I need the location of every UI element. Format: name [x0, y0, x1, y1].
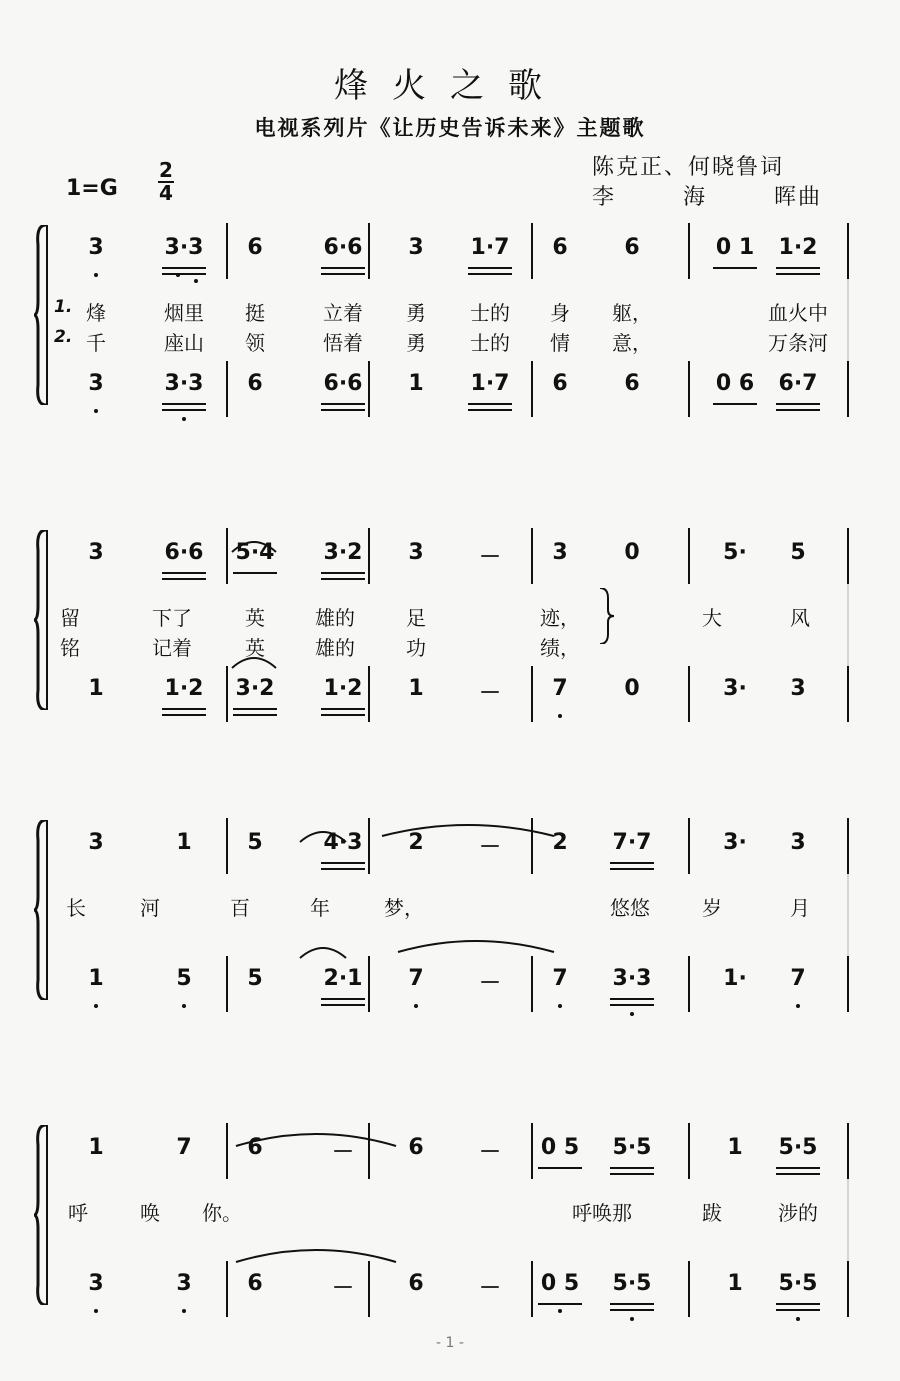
upper-note: 1 — [176, 830, 192, 855]
upper-note: － — [478, 835, 502, 860]
upper-note: 3 — [408, 540, 424, 565]
lyric-syllable: 情 — [550, 331, 570, 355]
lower-note: － — [478, 971, 502, 996]
lyric-syllable: 烟里 — [164, 301, 204, 325]
slur — [300, 832, 346, 842]
lower-note: 7 — [552, 966, 568, 991]
upper-note: 1 — [88, 1135, 104, 1160]
lyricist-credit: 陈克正、何晓鲁词 — [592, 155, 785, 180]
composer-part: 海 — [682, 185, 707, 210]
upper-note: 6·6 — [164, 540, 204, 565]
lower-note: 3·2 — [235, 676, 275, 701]
upper-note: 3· — [723, 830, 747, 855]
verse-number: 2. — [54, 327, 73, 347]
lower-note: 2·1 — [323, 966, 363, 991]
upper-note: 3·3 — [164, 235, 204, 260]
lyric-syllable: 下了 — [152, 606, 192, 630]
lower-note: 1·2 — [164, 676, 204, 701]
lyric-syllable: 立着 — [323, 301, 363, 325]
upper-note: 7·7 — [612, 830, 652, 855]
lower-note: 0 6 — [715, 371, 755, 396]
lyric-syllable: 雄的 — [315, 636, 355, 660]
upper-note: 4·3 — [323, 830, 363, 855]
upper-note: 5·4 — [235, 540, 275, 565]
lyric-syllable: 悟着 — [323, 331, 363, 355]
lower-note: 1· — [723, 966, 747, 991]
lyric-syllable: 身 — [550, 301, 570, 325]
upper-note: 5 — [247, 830, 263, 855]
lower-note: 6·6 — [323, 371, 363, 396]
lyric-syllable: 士的 — [470, 301, 510, 325]
composer-part: 李 — [592, 185, 617, 210]
lyric-syllable: 岁 — [702, 896, 722, 920]
upper-note: － — [478, 545, 502, 570]
page-subtitle: 电视系列片《让历史告诉未来》主题歌 — [254, 116, 646, 140]
lyric-syllable: 意， — [612, 331, 652, 355]
lower-note: 6 — [408, 1271, 424, 1296]
upper-note: 6 — [408, 1135, 424, 1160]
lyric-syllable: 功 — [406, 636, 426, 660]
slur — [232, 542, 276, 552]
tie — [398, 941, 554, 952]
lower-note: 3· — [723, 676, 747, 701]
lyric-syllable: 英 — [245, 606, 265, 630]
upper-note: 6 — [552, 235, 568, 260]
lyric-syllable: 千 — [86, 331, 106, 355]
lower-note: 1 — [88, 966, 104, 991]
lyric-brace — [598, 588, 616, 648]
lyric-syllable: 勇 — [406, 331, 426, 355]
upper-note: 1·2 — [778, 235, 818, 260]
lower-note: 1·2 — [323, 676, 363, 701]
lower-note: 0 — [624, 676, 640, 701]
lower-note: 3 — [176, 1271, 192, 1296]
upper-note: 1·7 — [470, 235, 510, 260]
lyric-syllable: 百 — [230, 896, 250, 920]
lower-note: 6 — [552, 371, 568, 396]
lower-note: 6 — [247, 1271, 263, 1296]
upper-note: 6 — [247, 1135, 263, 1160]
lyric-syllable: 英 — [245, 636, 265, 660]
lyric-syllable: 呼唤那 — [572, 1201, 632, 1225]
upper-note: 3 — [88, 540, 104, 565]
lower-note: 5 — [247, 966, 263, 991]
time-bottom: 4 — [159, 181, 173, 205]
lower-note: 3 — [88, 1271, 104, 1296]
lyric-syllable: 挺 — [245, 301, 265, 325]
lower-note: － — [478, 681, 502, 706]
lyric-syllable: 涉的 — [778, 1201, 818, 1225]
lyric-syllable: 大 — [702, 606, 722, 630]
lower-note: 1 — [408, 676, 424, 701]
lyric-syllable: 迹， — [540, 606, 580, 630]
slur — [300, 948, 346, 958]
lyric-syllable: 领 — [245, 331, 265, 355]
upper-note: 7 — [176, 1135, 192, 1160]
lyric-syllable: 跋 — [702, 1201, 722, 1225]
lower-note: 5·5 — [612, 1271, 652, 1296]
verse-number: 1. — [54, 297, 73, 317]
upper-note: 0 1 — [715, 235, 755, 260]
upper-note: 3 — [552, 540, 568, 565]
upper-note: 5· — [723, 540, 747, 565]
lower-note: 3·3 — [612, 966, 652, 991]
lower-note: 6 — [624, 371, 640, 396]
tie — [382, 825, 554, 836]
lower-note: － — [331, 1276, 355, 1301]
tie — [236, 1134, 396, 1146]
lyric-syllable: 躯， — [612, 301, 652, 325]
lower-note: 7 — [790, 966, 806, 991]
lower-note: 5·5 — [778, 1271, 818, 1296]
upper-note: － — [478, 1140, 502, 1165]
upper-note: 3 — [790, 830, 806, 855]
upper-note: 2 — [552, 830, 568, 855]
upper-note: 6 — [247, 235, 263, 260]
upper-note: 5 — [790, 540, 806, 565]
lyric-syllable: 年 — [310, 896, 330, 920]
upper-note: 1 — [727, 1135, 743, 1160]
lower-note: － — [478, 1276, 502, 1301]
lyric-syllable: 足 — [406, 606, 426, 630]
upper-note: 5·5 — [612, 1135, 652, 1160]
upper-note: 6·6 — [323, 235, 363, 260]
composer-part: 晖曲 — [773, 185, 822, 210]
lower-note: 3 — [88, 371, 104, 396]
lyric-syllable: 烽 — [86, 301, 106, 325]
lyric-syllable: 你。 — [202, 1201, 242, 1225]
lower-note: 1 — [88, 676, 104, 701]
lower-note: 3·3 — [164, 371, 204, 396]
tie — [236, 1250, 396, 1262]
lyric-syllable: 勇 — [406, 301, 426, 325]
lower-note: 1·7 — [470, 371, 510, 396]
lower-note: 1 — [727, 1271, 743, 1296]
lyric-syllable: 铭 — [60, 636, 80, 660]
lyric-syllable: 万条河 — [768, 331, 828, 355]
lyric-syllable: 记着 — [152, 636, 192, 660]
lower-note: 6 — [247, 371, 263, 396]
lower-note: 5 — [176, 966, 192, 991]
lyric-syllable: 雄的 — [315, 606, 355, 630]
upper-note: 0 — [624, 540, 640, 565]
lyric-syllable: 座山 — [164, 331, 204, 355]
upper-note: 3 — [88, 235, 104, 260]
lyric-syllable: 呼 — [68, 1201, 88, 1225]
lower-note: 1 — [408, 371, 424, 396]
lyric-syllable: 河 — [140, 896, 160, 920]
upper-note: 6 — [624, 235, 640, 260]
upper-note: 3 — [88, 830, 104, 855]
key-signature: 1=G — [66, 176, 118, 201]
lower-note: 6·7 — [778, 371, 818, 396]
lyric-syllable: 唤 — [140, 1201, 160, 1225]
upper-note: － — [331, 1140, 355, 1165]
lower-note: 0 5 — [540, 1271, 580, 1296]
upper-note: 5·5 — [778, 1135, 818, 1160]
lyric-syllable: 悠悠 — [610, 896, 650, 920]
upper-note: 3 — [408, 235, 424, 260]
upper-note: 0 5 — [540, 1135, 580, 1160]
lyric-syllable: 月 — [790, 896, 810, 920]
lyric-syllable: 长 — [66, 896, 86, 920]
lyric-syllable: 血火中 — [768, 301, 828, 325]
lyric-syllable: 风 — [790, 606, 810, 630]
time-top: 2 — [159, 158, 173, 182]
lyric-syllable: 绩， — [540, 636, 580, 660]
lower-note: 7 — [408, 966, 424, 991]
upper-note: 3·2 — [323, 540, 363, 565]
slur — [232, 658, 276, 668]
lower-note: 7 — [552, 676, 568, 701]
upper-note: 2 — [408, 830, 424, 855]
lower-note: 3 — [790, 676, 806, 701]
lyric-syllable: 士的 — [470, 331, 510, 355]
page-title: 烽火之歌 — [334, 66, 566, 106]
lyric-syllable: 梦， — [384, 896, 424, 920]
page-number: - 1 - — [436, 1335, 464, 1351]
lyric-syllable: 留 — [60, 606, 80, 630]
